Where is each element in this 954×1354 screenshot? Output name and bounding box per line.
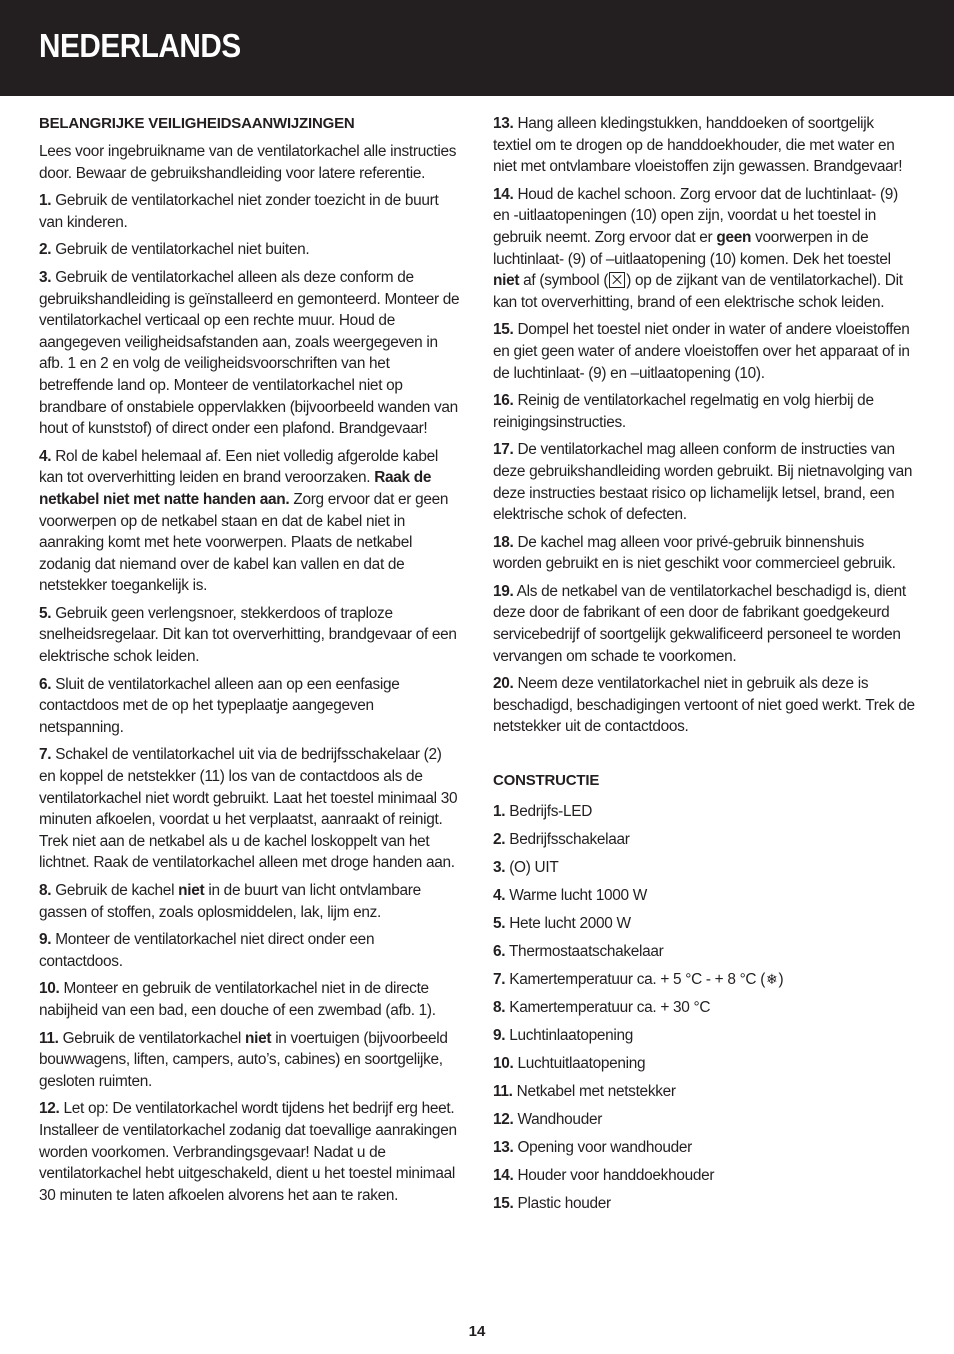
list-item: 6. Thermostaatschakelaar [493, 943, 664, 961]
list-item: 5. Hete lucht 2000 W [493, 915, 631, 933]
list-item: 13. Opening voor wandhouder [493, 1139, 692, 1157]
safety-item: 6. Sluit de ventilatorkachel alleen aan op een eenfasige contactdoos met de op het typeplaatje aangegeven netspanning. [39, 675, 400, 736]
list-item: 9. Luchtinlaatopening [493, 1027, 634, 1045]
right-column [493, 113, 915, 1218]
list-item: 1. Bedrijfs-LED [493, 803, 593, 821]
safety-item: 7. Schakel de ventilatorkachel uit via de bedrijfsschakelaar (2) en koppel de netstekker (11) los van de contactdoos als de ventilatorkachel niet wordt gebruikt. Laat het toestel minimaal 30 minuten afkoelen, voordat u het verplaatst, aanraakt of reinigt. Trek niet aan de netkabel als u de kachel loskoppelt van het lichtnet. Raak de ventilatorkachel alleen met droge handen aan. [39, 746, 458, 872]
safety-item: 11. Gebruik de ventilatorkachel niet in voertuigen (bijvoorbeeld bouwwagens, liften, campers, auto’s, cabines) en soortgelijke, gesloten ruimten. [39, 1029, 448, 1090]
page-header [0, 0, 954, 96]
list-item: 10. Luchtuitlaatopening [493, 1055, 646, 1073]
construction-heading: CONSTRUCTIE [493, 772, 600, 790]
safety-item: 9. Monteer de ventilatorkachel niet direct onder een contactdoos. [39, 931, 375, 970]
safety-item: 10. Monteer en gebruik de ventilatorkachel niet in de directe nabijheid van een bad, een douche of een zwembad (afb. 1). [39, 980, 436, 1019]
safety-item: 8. Gebruik de kachel niet in de buurt van licht ontvlambare gassen of stoffen, zoals oplosmiddelen, lak, lijm enz. [39, 882, 421, 921]
list-item: 12. Wandhouder [493, 1111, 603, 1129]
safety-item: 1. Gebruik de ventilatorkachel niet zonder toezicht in de buurt van kinderen. [39, 192, 439, 231]
list-item: 4. Warme lucht 1000 W [493, 887, 647, 905]
list-item: 11. Netkabel met netstekker [493, 1083, 676, 1101]
safety-item: 5. Gebruik geen verlengsnoer, stekkerdoos of traploze snelheidsregelaar. Dit kan tot oververhitting, brandgevaar of een elektrische schok leiden. [39, 604, 457, 666]
snowflake-icon: ❄ [766, 971, 778, 988]
safety-item: 15. Dompel het toestel niet onder in water of andere vloeistoffen en giet geen water of andere vloeistoffen over het apparaat of in de luchtinlaat- (9) en –uitlaatopening (10). [493, 321, 910, 382]
safety-heading: BELANGRIJKE VEILIGHEIDSAANWIJZINGEN [39, 115, 355, 132]
section-spacer [493, 744, 915, 770]
safety-item: 4. Rol de kabel helemaal af. Een niet volledig afgerolde kabel kan tot oververhitting leiden en brand veroorzaken. Raak de netkabel niet met natte handen aan. Zorg ervoor dat er geen voorwerpen op de netkabel staan en dat de kabel niet in aanraking komt met hete voorwerpen. Plaats de netkabel zodanig dat niemand over de kabel kan vallen en dat de netstekker toegankelijk is. [39, 447, 449, 595]
list-item: 2. Bedrijfsschakelaar [493, 831, 630, 849]
safety-item: 17. De ventilatorkachel mag alleen conform de instructies van deze gebruikshandleiding worden gebruikt. Bij nietnavolging van deze instructies bestaat risico op lichamelijk letsel, brand, een elektrische schok of defecten. [493, 441, 913, 524]
list-item: 7. Kamertemperatuur ca. + 5 °C - + 8 °C (❄) [493, 971, 784, 989]
safety-item: 19. Als de netkabel van de ventilatorkachel beschadigd is, dient deze door de fabrikant of een door de fabrikant goedgekeurd servicebedrijf of soortgelijk gekwalificeerd personeel te worden vervangen om schade te voorkomen. [493, 582, 906, 665]
list-item: 8. Kamertemperatuur ca. + 30 °C [493, 999, 711, 1017]
page-title: NEDERLANDS [39, 27, 241, 64]
safety-item: 18. De kachel mag alleen voor privé-gebruik binnenshuis worden gebruikt en is niet geschikt voor commercieel gebruik. [493, 533, 896, 573]
list-item: 15. Plastic houder [493, 1195, 611, 1213]
safety-item: 3. Gebruik de ventilatorkachel alleen als deze conform de gebruikshandleiding is geïnstalleerd en gemonteerd. Monteer de ventilatorkachel verticaal op een rechte muur. Houd de aangegeven veiligheidsafstanden aan, zoals weergegeven in afb. 1 en 2 en volg de veiligheidsvoorschriften van het betreffende land op. Monteer de ventilatorkachel niet op brandbare of onstabiele oppervlakken (bijvoorbeeld wanden van hout of kunststof) of direct onder een plafond. Brandgevaar! [39, 268, 460, 438]
list-item: 3. (O) UIT [493, 859, 559, 877]
safety-item: 20. Neem deze ventilatorkachel niet in gebruik als deze is beschadigd, beschadigingen vertoont of niet goed werkt. Trek de netstekker uit de contactdoos. [493, 675, 915, 736]
do-not-cover-icon [609, 272, 625, 288]
safety-item: 16. Reinig de ventilatorkachel regelmatig en volg hierbij de reinigingsinstructies. [493, 392, 874, 431]
left-column [39, 113, 461, 1212]
safety-item: 2. Gebruik de ventilatorkachel niet buiten. [39, 241, 310, 259]
safety-item: 12. Let op: De ventilatorkachel wordt tijdens het bedrijf erg heet. Installeer de ventilatorkachel zodanig dat toevallige aanrakingen worden voorkomen. Verbrandingsgevaar! Nadat u de ventilatorkachel hebt uitgeschakeld, dient u het toestel minimaal 30 minuten te laten afkoelen alvorens het aan te raken. [39, 1100, 457, 1204]
safety-item: 13. Hang alleen kledingstukken, handdoeken of soortgelijk textiel om te drogen op de handdoekhouder, die met water en niet met ontvlambare vloeistoffen zijn gewassen. Brandgevaar! [493, 115, 903, 176]
safety-item: 14. Houd de kachel schoon. Zorg ervoor dat de luchtinlaat- (9) en -uitlaatopeningen (10) open zijn, voordat u het toestel in gebruik neemt. Zorg ervoor dat er geen voorwerpen in de luchtinlaat- (9) of –uitlaatopening (10) komen. Dek het toestel niet af (symbool ( ) op de zijkant van de ventilatorkachel). Dit kan tot oververhitting, brand of een elektrische schok leiden. [493, 185, 903, 311]
list-item: 14. Houder voor handdoekhouder [493, 1167, 715, 1185]
safety-intro: Lees voor ingebruikname van de ventilatorkachel alle instructies door. Bewaar de gebruikshandleiding voor latere referentie. [39, 143, 457, 182]
page-number: 14 [468, 1323, 486, 1340]
